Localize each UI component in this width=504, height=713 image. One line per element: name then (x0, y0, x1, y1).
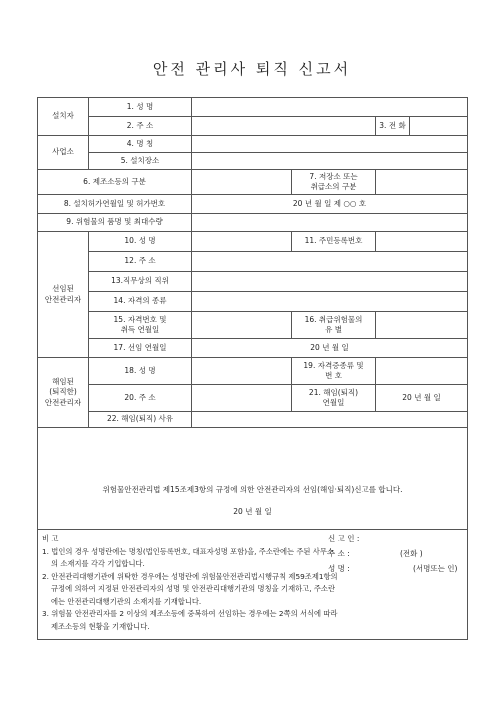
dismissed-label-line3: 안전관리자 (44, 397, 82, 407)
hazmat-class-label (292, 312, 376, 339)
note-1-line1: 1. 법인의 경우 성명란에는 명칭(법인등록번호, 대표자성명 포함)을, 주소란에는 주된 사무소 (42, 546, 334, 556)
dismissal-reason-label: 22. 해임(퇴직) 사유 (89, 412, 192, 428)
storage-kind-label-line1: 7. 저장소 또는 (309, 171, 358, 181)
phone-label: 3. 전 화 (376, 117, 410, 136)
name-field[interactable] (192, 98, 468, 117)
dismissal-date-line2: 연월일 (322, 398, 345, 407)
applicant-label: 신 고 인 : (328, 533, 360, 543)
dismissed-name-label: 18. 성 명 (89, 358, 192, 385)
job-position-label: 13.직무상의 직위 (89, 272, 192, 292)
hazmat-field[interactable] (192, 214, 468, 232)
license-type-field[interactable] (376, 358, 468, 385)
dismissed-label-line1: 해임된 (52, 377, 74, 387)
dismissed-label-line2: (퇴직한) (49, 387, 77, 397)
notes-block (38, 530, 468, 640)
signature-placeholder[interactable]: (서명또는 인) (413, 563, 458, 573)
storage-kind-field[interactable] (376, 170, 468, 195)
license-type-line1: 19. 자격증종류 및 (303, 360, 364, 370)
office-label: 사업소 (38, 136, 89, 170)
name-label: 1. 성 명 (89, 98, 192, 117)
license-type-label (292, 358, 376, 385)
qualification-number-field[interactable] (192, 312, 292, 339)
applicant-name-label: 성 명 : (328, 563, 350, 573)
job-position-field[interactable] (192, 272, 468, 292)
dismissal-reason-field[interactable] (192, 412, 468, 428)
address-label: 2. 주 소 (89, 117, 192, 136)
applicant-address-label: 주 소 : (328, 548, 350, 558)
phone-field[interactable] (410, 117, 468, 136)
storage-kind-label (292, 170, 376, 195)
appointed-address-field[interactable] (192, 252, 468, 272)
page-title: 안전 관리사 퇴직 신고서 (152, 60, 352, 78)
qualification-number-line1: 15. 자격번호 및 (113, 314, 167, 324)
appointed-address-label: 12. 주 소 (89, 252, 192, 272)
appointed-label-line2: 안전관리자 (44, 294, 82, 304)
appointed-name-label: 10. 성 명 (89, 232, 192, 252)
hazmat-class-line2: 유 별 (325, 325, 342, 334)
appointment-date-label: 17. 선임 연월일 (89, 339, 192, 358)
storage-kind-label-line2: 취급소의 구분 (310, 182, 357, 191)
note-2-line2: 규정에 의하여 지정된 안전관리자의 성명 및 안전관리대행기관의 명칭을 기재하고, 주소란 (51, 584, 335, 594)
report-form (37, 97, 468, 640)
appointed-name-field[interactable] (192, 232, 292, 252)
license-type-line2: 번 호 (325, 371, 342, 380)
hazmat-class-line1: 16. 취급위험물의 (304, 314, 363, 324)
resident-number-field[interactable] (376, 232, 468, 252)
permit-field[interactable]: 20 년 월 일 제 ○○ 호 (192, 195, 468, 214)
dismissed-address-field[interactable] (192, 385, 292, 412)
note-3-line1: 3. 위험물 안전관리자를 2 이상의 제조소등에 중복하여 선임하는 경우에는 2쪽의 서식에 따라 (42, 609, 338, 619)
facility-kind-field[interactable] (192, 170, 292, 195)
dismissal-date-field[interactable]: 20 년 월 일 (376, 385, 468, 412)
note-3-line2: 제조소등의 현황을 기재합니다. (51, 622, 150, 632)
dismissal-date-line1: 21. 해임(퇴직) (308, 387, 359, 397)
resident-number-label: 11. 주민등록번호 (292, 232, 376, 252)
dismissed-name-field[interactable] (192, 358, 292, 385)
hazmat-label: 9. 위험물의 품명 및 최대수량 (38, 214, 192, 232)
qualification-number-line2: 취득 연월일 (120, 325, 160, 334)
appointment-date-field[interactable]: 20 년 월 일 (192, 339, 468, 358)
qualification-type-field[interactable] (192, 292, 468, 312)
qualification-type-label: 14. 자격의 종류 (89, 292, 192, 312)
facility-kind-label: 6. 제조소등의 구분 (38, 170, 192, 195)
note-2-line1: 2. 안전관리대행기관에 위탁한 경우에는 성명란에 위험물안전관리법시행규칙 제59조제1항의 (42, 571, 338, 581)
installer-label: 설치자 (38, 98, 89, 136)
install-place-field[interactable] (192, 153, 468, 170)
appointed-manager-label (38, 232, 89, 358)
dismissed-address-label: 20. 주 소 (89, 385, 192, 412)
office-name-label: 4. 명 칭 (89, 136, 192, 153)
dismissed-manager-label (38, 358, 89, 428)
install-place-label: 5. 설치장소 (89, 153, 192, 170)
declaration-date[interactable]: 20 년 월 일 (233, 506, 272, 516)
office-name-field[interactable] (192, 136, 468, 153)
dismissal-date-label (292, 385, 376, 412)
note-1-line2: 의 소재지를 각각 기입합니다. (51, 559, 145, 569)
note-2-line3: 에는 안전관리대행기관의 소재지를 기재합니다. (51, 596, 202, 606)
applicant-phone[interactable]: (전화 ) (400, 548, 423, 558)
address-field[interactable] (192, 117, 376, 136)
hazmat-class-field[interactable] (376, 312, 468, 339)
permit-label: 8. 설치허가연월일 및 허가번호 (38, 195, 192, 214)
appointed-label-line1: 선임된 (52, 284, 74, 294)
notes-heading: 비 고 (42, 534, 59, 543)
qualification-number-label (89, 312, 192, 339)
declaration-text: 위험물안전관리법 제15조제3항의 규정에 의한 안전관리자의 선임(해임·퇴직)신고를 합니다. (102, 484, 403, 494)
